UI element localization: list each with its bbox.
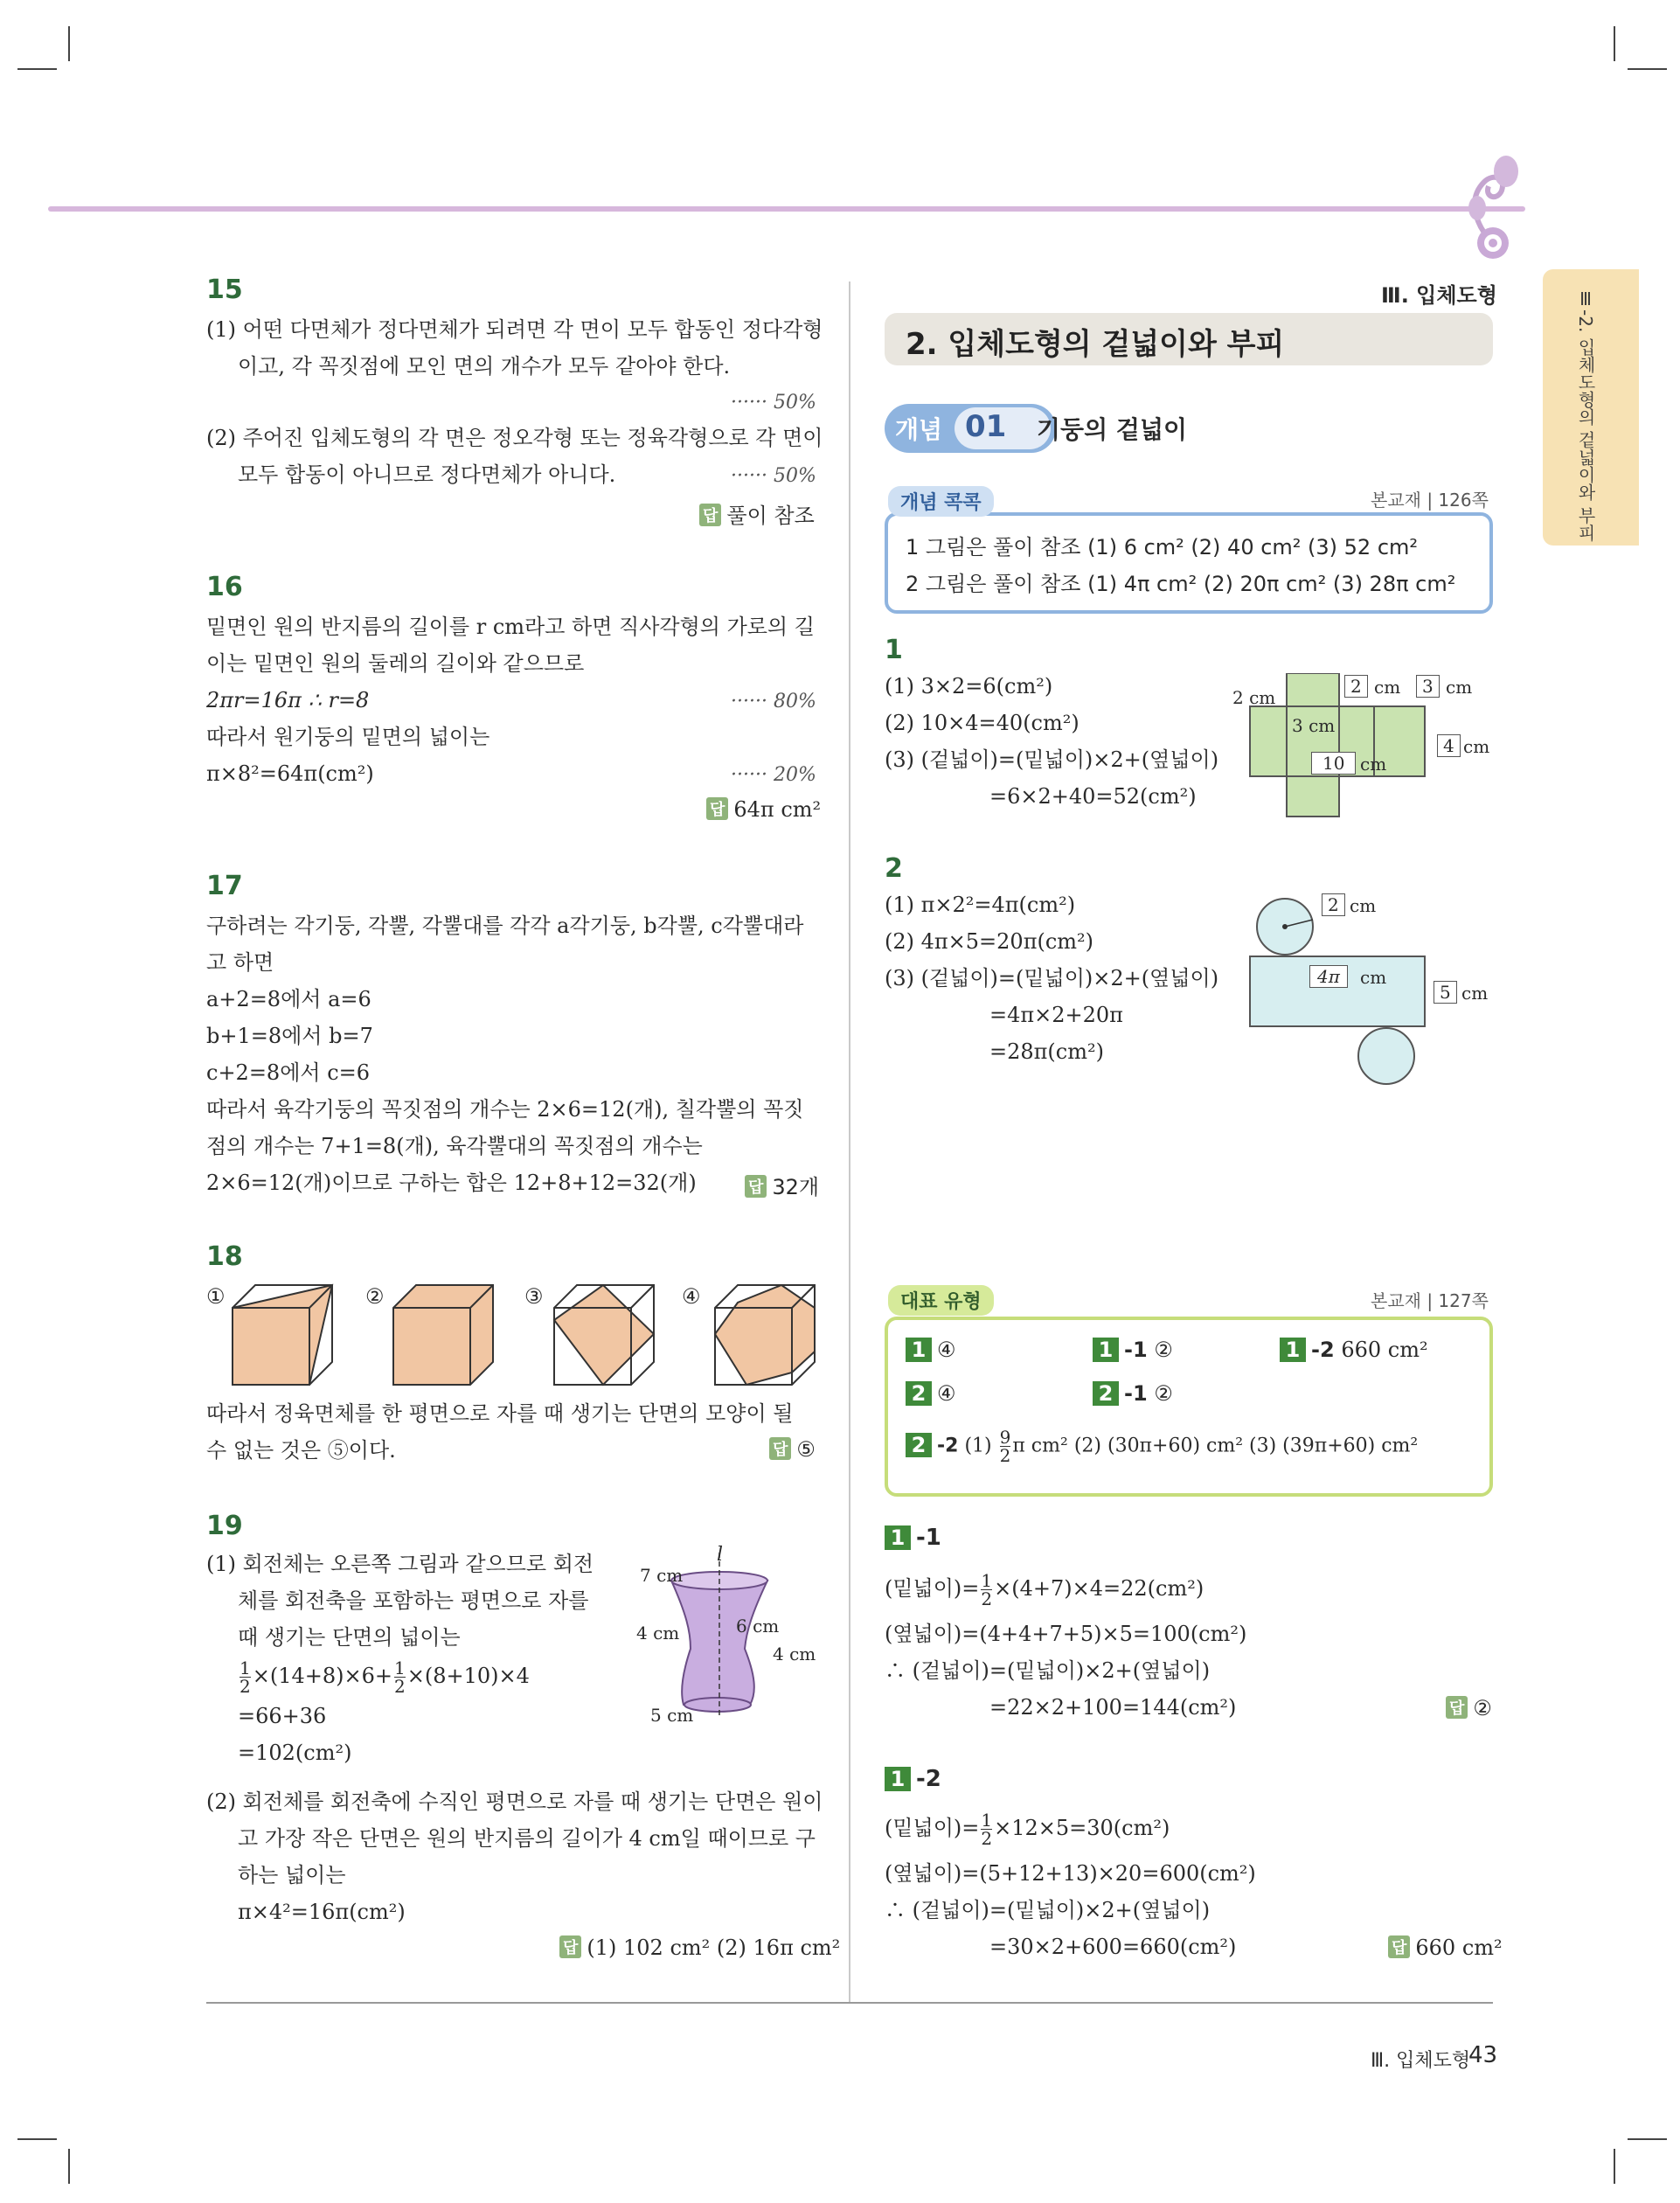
textbook-ref: 본교재 | 126쪽 [1371,490,1489,511]
solution-line [238,1657,530,1695]
cube-label: ③ [524,1284,544,1309]
cube-3 [554,1285,654,1385]
dimension-label: 4 cm [773,1644,816,1664]
problem-number: 17 [206,871,243,901]
cube-label: ④ [682,1284,701,1309]
solution-line: 밑면인 원의 반지름의 길이를 r cm라고 하면 직사각형의 가로의 길 [206,615,815,639]
solution-line: (옆넓이)=(4+4+7+5)×5=100(cm²) [885,1622,1247,1646]
answer-text: 64π cm² [733,797,822,822]
answer-text: 660 cm² [1415,1935,1503,1960]
dimension-label: 5 cm [650,1705,694,1726]
expression: ×12×5=30(cm²) [994,1816,1170,1840]
solution-line: ∴ (겉넓이)=(밑넓이)×2+(옆넓이) [885,1658,1211,1683]
solution-line: π×4²=16π(cm²) [238,1900,406,1924]
solution-line: =4π×2+20π [989,1003,1123,1027]
type-number: 2 [906,1433,932,1457]
page-number: 43 [1468,2042,1498,2068]
score-ratio: ······ 50% [731,465,816,487]
answer-row: 1 그림은 풀이 참조 (1) 6 cm² (2) 40 cm² (3) 52 cm² [906,535,1419,559]
dimension-label: 3 cm [1292,715,1336,736]
expression: ×(4+7)×4=22(cm²) [994,1576,1204,1601]
expression: ×(8+10)×4 [406,1664,530,1688]
answer-badge-icon: 답 [699,504,721,526]
crop-mark [1614,26,1615,61]
cube-4 [715,1285,815,1385]
score-ratio: ······ 80% [731,691,816,712]
type-answer-value: ④ [937,1338,956,1362]
solution-line: (1) 회전체는 오른쪽 그림과 같으므로 회전 [206,1552,594,1576]
dimension-unit: cm [1350,895,1377,916]
flower-ornament-icon [1458,147,1528,269]
fraction-denominator: 2 [240,1676,251,1697]
solution-line: b+1=8에서 b=7 [206,1024,373,1048]
answer-badge-icon: 답 [1388,1935,1410,1958]
column-separator [849,281,850,2004]
score-ratio: ······ 50% [731,392,816,413]
answer-text: (1) 102 cm² (2) 16π cm² [587,1935,841,1960]
solution-line: (2) 회전체를 회전축에 수직인 평면으로 자를 때 생기는 단면은 원이 [206,1790,823,1814]
dimension-box: 2 [1322,893,1345,916]
cube-1 [233,1285,332,1385]
type-answer-value: ② [1154,1381,1173,1406]
fraction-numerator: 1 [240,1657,251,1678]
dimension-label: 6 cm [736,1616,780,1637]
solution-line: =28π(cm²) [989,1039,1104,1064]
expression: (밑넓이)= [885,1576,980,1601]
type-answer [1280,1338,1428,1362]
dimension-box: 3 [1416,675,1440,698]
type-sub: -1 [1124,1381,1148,1406]
answer [706,797,821,822]
type-answer-value: π cm² [1012,1435,1068,1457]
type-answer-value: 660 cm² [1341,1338,1428,1362]
solution-heading [885,1766,941,1792]
type-answer [906,1428,1418,1464]
solution-line: (1) 3×2=6(cm²) [885,674,1053,698]
footer-rule [206,2002,1493,2004]
cylinder-net-figure [1246,893,1447,1088]
problem-number: 1 [885,635,903,665]
type-answer [906,1338,956,1362]
answer-badge-icon: 답 [1446,1696,1468,1719]
solution-line: =6×2+40=52(cm²) [989,784,1197,809]
answer-badge-icon: 답 [769,1437,791,1460]
answer [1446,1696,1492,1720]
dimension-unit: cm [1461,983,1489,1004]
dimension-label: 7 cm [640,1565,684,1586]
fraction-numerator: 1 [981,1570,993,1591]
chapter-label: Ⅲ. 입체도형 [1381,283,1497,308]
solution-line: 고 가장 작은 단면은 원의 반지름의 길이가 4 cm일 때이므로 구 [238,1826,816,1851]
answer-text: 32개 [772,1175,820,1199]
type-number: 1 [1093,1338,1119,1362]
solution-line: (1) 어떤 다면체가 정다면체가 되려면 각 면이 모두 합동인 정다각형 [206,317,823,342]
problem-number: 15 [206,275,243,305]
solution-line: 고 하면 [206,950,274,975]
header-rule [48,206,1525,212]
solution-line: 이고, 각 꼭짓점에 모인 면의 개수가 모두 같아야 한다. [238,354,731,379]
solution-line: (2) 4π×5=20π(cm²) [885,929,1094,954]
answer-text: ② [1473,1696,1492,1720]
solution-line: 점의 개수는 7+1=8(개), 육각뿔대의 꼭짓점의 개수는 [206,1134,703,1158]
type-sub: -1 [916,1525,941,1551]
dimension-unit: cm [1446,677,1473,698]
crop-mark [1628,2138,1667,2140]
answer-badge-icon: 답 [559,1935,581,1958]
concept-title: 기둥의 겉넓이 [1037,415,1188,444]
answer [559,1935,840,1960]
representative-tag: 대표 유형 [888,1285,994,1316]
type-number: 1 [885,1767,911,1791]
fraction-denominator: 2 [393,1676,406,1697]
solution-line [885,1570,1204,1608]
side-tab-label: Ⅲ-2. 입체도형의 겉넓이와 부피 [1575,288,1596,542]
footer-chapter: Ⅲ. 입체도형 [1371,2050,1471,2072]
concept-check-box [885,512,1493,614]
solution-line: 이는 밑면인 원의 둘레의 길이와 같으므로 [206,651,585,676]
solution-line: 2πr=16π ∴ r=8 [206,688,370,712]
fraction [394,1659,406,1695]
solution-line: 따라서 육각기둥의 꼭짓점의 개수는 2×6=12(개), 칠각뿔의 꼭짓 [206,1097,804,1122]
solution-line: (2) 10×4=40(cm²) [885,711,1080,735]
solution-line: 2×6=12(개)이므로 구하는 합은 12+8+12=32(개) [206,1171,697,1195]
type-number: 1 [1280,1338,1306,1362]
answer [699,498,815,529]
fraction [1000,1428,1011,1464]
solution-line: π×8²=64π(cm²) [206,761,374,786]
solution-line: (3) (겉넓이)=(밑넓이)×2+(옆넓이) [885,966,1219,990]
type-sub: -2 [1311,1338,1335,1362]
fraction [981,1572,992,1608]
solution-line: 하는 넓이는 [238,1863,346,1887]
type-sub: -2 [916,1766,941,1792]
type-answer [1093,1381,1173,1406]
problem-number: 2 [885,853,903,884]
cube-2 [393,1285,493,1385]
fraction-denominator: 2 [981,1828,993,1849]
problem-number: 16 [206,572,243,602]
crop-mark [1614,2149,1615,2184]
solution-line: 때 생기는 단면의 넓이는 [238,1625,461,1650]
score-ratio: ······ 20% [731,764,816,786]
answer-badge-icon: 답 [745,1175,767,1198]
type-sub: -1 [1124,1338,1148,1362]
fraction-numerator: 1 [393,1657,406,1678]
answer-row: 2 그림은 풀이 참조 (1) 4π cm² (2) 20π cm² (3) 28π cm² [906,572,1456,596]
expression: ×(14+8)×6+ [252,1664,392,1688]
cube-label: ② [365,1284,385,1309]
answer [1388,1935,1503,1960]
expression: (밑넓이)= [885,1816,980,1840]
textbook-ref: 본교재 | 127쪽 [1371,1290,1489,1311]
answer [769,1437,816,1462]
cube-label: ① [206,1284,226,1309]
solution-line: c+2=8에서 c=6 [206,1060,371,1085]
solution-line: =102(cm²) [238,1741,352,1765]
solution-line [885,1810,1170,1847]
solution-line: (1) π×2²=4π(cm²) [885,893,1076,917]
solution-line: (2) 주어진 입체도형의 각 면은 정오각형 또는 정육각형으로 각 면이 [206,426,823,450]
cube-sections-figure [229,1282,823,1388]
fraction-denominator: 2 [981,1588,993,1609]
fraction-numerator: 9 [999,1427,1011,1448]
fraction-numerator: 1 [981,1810,993,1831]
dimension-box: 5 [1434,981,1457,1004]
solution-line: 모두 합동이 아니므로 정다면체가 아니다. [238,462,616,487]
type-number: 2 [906,1381,932,1406]
crop-mark [17,68,57,70]
solution-line: =22×2+100=144(cm²) [989,1695,1237,1720]
section-title: 2. 입체도형의 겉넓이와 부피 [906,327,1285,362]
dimension-unit: cm [1360,754,1387,775]
dimension-label: 4 cm [636,1623,680,1644]
type-answer-value: ④ [937,1381,956,1406]
type-answer [1093,1338,1173,1362]
type-number: 1 [885,1525,911,1550]
type-answer-value: (2) (30π+60) cm² (3) (39π+60) cm² [1073,1435,1419,1457]
dimension-box: 10 [1311,752,1356,775]
dimension-box: 4π [1309,965,1348,988]
solution-line: 수 없는 것은 ⑤이다. [206,1438,396,1463]
crop-mark [68,26,70,61]
solution-line: (옆넓이)=(5+12+13)×20=600(cm²) [885,1861,1256,1886]
type-answer-value: ② [1154,1338,1173,1362]
solution-line: 따라서 원기둥의 밑면의 넓이는 [206,725,490,749]
type-sub: -2 [937,1435,959,1457]
fraction [981,1811,992,1847]
dimension-unit: cm [1463,736,1490,757]
concept-number: 01 [965,409,1007,444]
type-number: 2 [1093,1381,1119,1406]
problem-number: 18 [206,1241,243,1272]
solution-line: =66+36 [238,1704,327,1728]
axis-label: l [717,1544,724,1566]
type-number: 1 [906,1338,932,1362]
dimension-unit: cm [1374,677,1401,698]
crop-mark [68,2149,70,2184]
dimension-unit: cm [1360,967,1387,988]
crop-mark [17,2138,57,2140]
dimension-box: 4 [1437,734,1461,757]
answer-text: 풀이 참조 [726,504,815,528]
solution-heading [885,1525,941,1551]
fraction [240,1659,251,1695]
dimension-label: 2 cm [1232,687,1276,708]
dimension-box: 2 [1344,675,1368,698]
solution-line: 따라서 정육면체를 한 평면으로 자를 때 생기는 단면의 모양이 될 [206,1401,794,1426]
solution-line: 체를 회전축을 포함하는 평면으로 자를 [238,1588,589,1613]
answer-badge-icon: 답 [706,797,728,820]
solution-line: ∴ (겉넓이)=(밑넓이)×2+(옆넓이) [885,1898,1211,1922]
solution-line: (3) (겉넓이)=(밑넓이)×2+(옆넓이) [885,747,1219,772]
answer [745,1170,819,1200]
concept-check-tag: 개념 콕콕 [888,486,994,517]
answer-text: ⑤ [796,1437,816,1462]
concept-tag: 개념 [895,415,943,444]
type-answer-value: (1) [964,1435,992,1457]
solution-line: a+2=8에서 a=6 [206,987,371,1011]
solution-line: =30×2+600=660(cm²) [989,1935,1237,1959]
problem-number: 19 [206,1511,243,1541]
fraction-denominator: 2 [999,1445,1011,1466]
type-answer [906,1381,956,1406]
solution-line: 구하려는 각기둥, 각뿔, 각뿔대를 각각 a각기둥, b각뿔, c각뿔대라 [206,914,804,938]
crop-mark [1628,68,1667,70]
